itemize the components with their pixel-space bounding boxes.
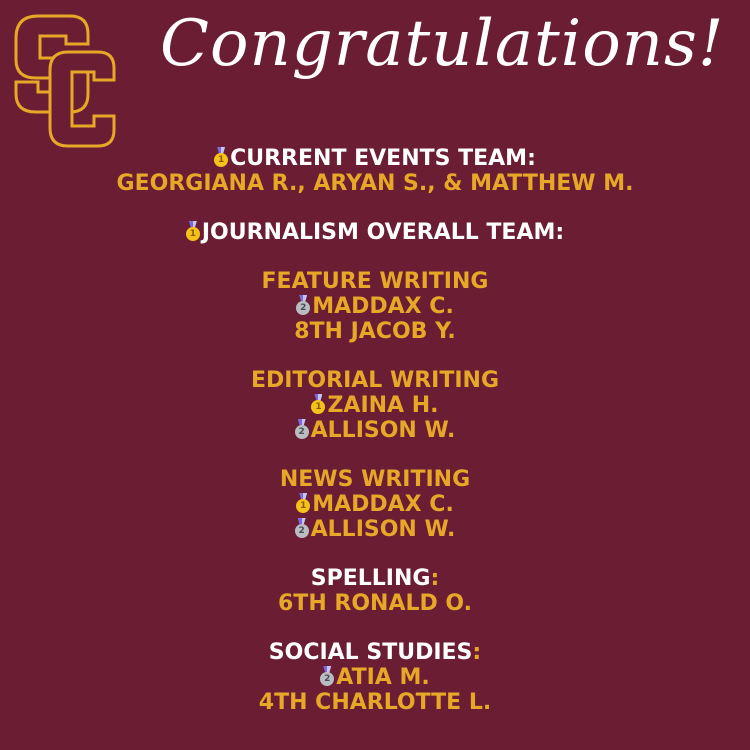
gold-medal-icon: 1 (296, 493, 310, 513)
journalism-heading: 1 JOURNALISM OVERALL TEAM: (0, 220, 750, 245)
current-events-names: GEORGIANA R., ARYAN S., & MATTHEW M. (116, 171, 634, 196)
gold-medal-icon: 1 (311, 394, 325, 414)
social-studies-heading: SOCIAL STUDIES: (268, 640, 482, 665)
news-writing-entry: 2 ALLISON W. (0, 517, 750, 542)
gold-medal-icon: 1 (214, 147, 228, 167)
page-title: Congratulations! (160, 7, 725, 81)
feature-writing-heading: FEATURE WRITING (261, 269, 489, 294)
results-list (0, 146, 750, 715)
silver-medal-icon: 2 (320, 666, 334, 686)
silver-medal-icon: 2 (296, 295, 310, 315)
editorial-writing-entry: 2 ALLISON W. (0, 418, 750, 443)
social-studies-entry: 2 ATIA M. (0, 665, 750, 690)
feature-writing-entry: 2 MADDAX C. (0, 294, 750, 319)
current-events-heading: 1 CURRENT EVENTS TEAM: (0, 146, 750, 171)
spelling-heading: SPELLING: (310, 566, 440, 591)
feature-writing-entry: 8TH JACOB Y. (294, 319, 456, 344)
news-writing-entry: 1 MADDAX C. (0, 492, 750, 517)
gold-medal-icon: 1 (186, 221, 200, 241)
news-writing-heading: NEWS WRITING (279, 467, 471, 492)
sc-logo (8, 8, 118, 148)
silver-medal-icon: 2 (295, 518, 309, 538)
editorial-writing-entry: 1 ZAINA H. (0, 393, 750, 418)
silver-medal-icon: 2 (295, 419, 309, 439)
social-studies-entry: 4TH CHARLOTTE L. (258, 690, 492, 715)
editorial-writing-heading: EDITORIAL WRITING (250, 368, 500, 393)
spelling-entry: 6TH RONALD O. (278, 591, 472, 616)
